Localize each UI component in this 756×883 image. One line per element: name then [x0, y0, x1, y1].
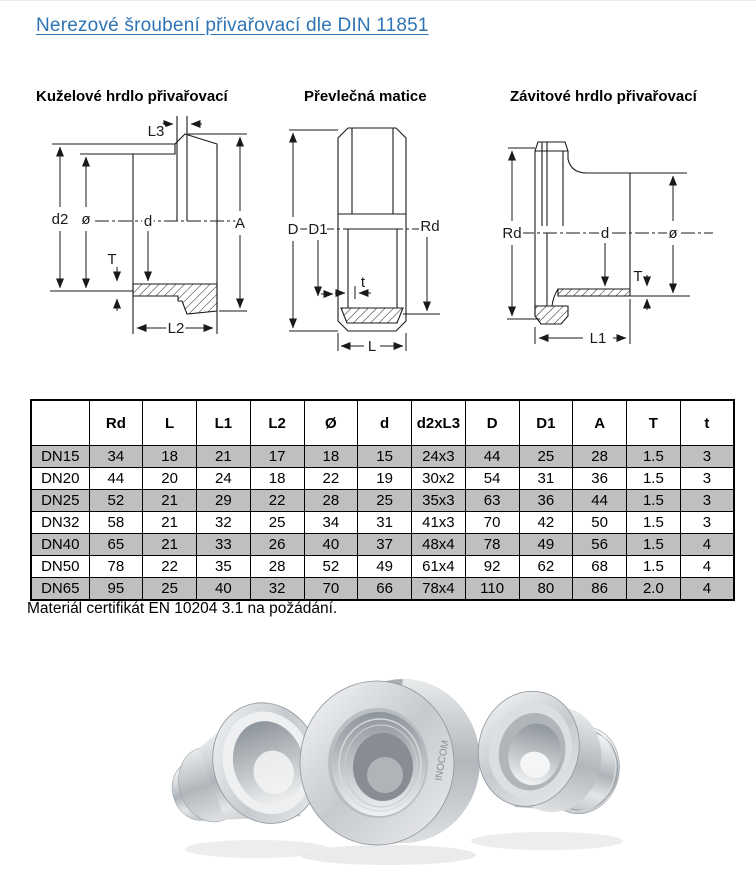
table-cell: 65 — [89, 534, 143, 556]
table-cell: 17 — [250, 446, 304, 468]
table-cell: 95 — [89, 578, 143, 601]
table-cell: 44 — [465, 446, 519, 468]
table-cell: 80 — [519, 578, 573, 601]
table-header-cell: d2xL3 — [412, 400, 466, 446]
table-cell: 70 — [304, 578, 358, 601]
dim-label-l1: L1 — [589, 330, 607, 347]
table-cell: 3 — [680, 446, 734, 468]
table-row — [31, 490, 734, 512]
table-cell: 33 — [197, 534, 251, 556]
table-cell: 4 — [680, 578, 734, 601]
dim-label-Rd: Rd — [502, 225, 522, 242]
table-header-cell: T — [627, 400, 681, 446]
table-cell: 78 — [465, 534, 519, 556]
dim-label-d: d — [143, 213, 153, 230]
table-cell: 68 — [573, 556, 627, 578]
table-cell: 20 — [143, 468, 197, 490]
table-head — [31, 400, 734, 446]
table-cell: 44 — [89, 468, 143, 490]
dim-label-D: D — [287, 221, 299, 238]
table-cell: 22 — [143, 556, 197, 578]
table-cell: 22 — [304, 468, 358, 490]
page-title[interactable]: Nerezové šroubení přivařovací dle DIN 11851 — [36, 15, 429, 36]
table-cell: 19 — [358, 468, 412, 490]
table-cell: 1.5 — [627, 490, 681, 512]
photo-threaded-liner — [466, 680, 634, 829]
table-header-row — [31, 400, 734, 446]
table-body — [31, 446, 734, 601]
table-cell: 26 — [250, 534, 304, 556]
table-cell: 3 — [680, 490, 734, 512]
table-cell: 24x3 — [412, 446, 466, 468]
heading-conical-liner: Kuželové hrdlo přivařovací — [36, 88, 228, 105]
table-header-cell: D — [465, 400, 519, 446]
row-name-cell: DN15 — [31, 446, 89, 468]
table-cell: 62 — [519, 556, 573, 578]
table-cell: 25 — [250, 512, 304, 534]
heading-union-nut: Převlečná matice — [304, 88, 427, 105]
table-cell: 15 — [358, 446, 412, 468]
table-header-cell: D1 — [519, 400, 573, 446]
table-cell: 32 — [250, 578, 304, 601]
row-name-cell: DN50 — [31, 556, 89, 578]
table-cell: 31 — [519, 468, 573, 490]
table-cell: 63 — [465, 490, 519, 512]
heading-threaded-liner: Závitové hrdlo přivařovací — [510, 88, 697, 105]
table-cell: 31 — [358, 512, 412, 534]
row-name-cell: DN32 — [31, 512, 89, 534]
table-row — [31, 446, 734, 468]
table-cell: 61x4 — [412, 556, 466, 578]
table-cell: 21 — [197, 446, 251, 468]
table-cell: 110 — [465, 578, 519, 601]
table-cell: 18 — [304, 446, 358, 468]
row-name-cell: DN25 — [31, 490, 89, 512]
table-header-cell: A — [573, 400, 627, 446]
dim-label-dia: ø — [668, 225, 678, 242]
product-photo — [115, 653, 645, 881]
table-cell: 21 — [143, 490, 197, 512]
table-row — [31, 512, 734, 534]
table-cell: 36 — [573, 468, 627, 490]
table-cell: 25 — [143, 578, 197, 601]
dim-label-dia: ø — [81, 211, 91, 228]
shadow — [300, 845, 476, 865]
table-cell: 40 — [197, 578, 251, 601]
table-cell: 1.5 — [627, 512, 681, 534]
table-cell: 48x4 — [412, 534, 466, 556]
table-cell: 18 — [250, 468, 304, 490]
dim-label-L: L — [367, 338, 377, 355]
row-name-cell: DN40 — [31, 534, 89, 556]
table-cell: 50 — [573, 512, 627, 534]
table-header-cell: t — [680, 400, 734, 446]
dim-label-d: d — [600, 225, 610, 242]
table-cell: 1.5 — [627, 556, 681, 578]
table-header-cell: L — [143, 400, 197, 446]
table-header-cell: L1 — [197, 400, 251, 446]
table-cell: 25 — [358, 490, 412, 512]
table-cell: 4 — [680, 534, 734, 556]
table-cell: 1.5 — [627, 468, 681, 490]
table-cell: 34 — [304, 512, 358, 534]
table-cell: 24 — [197, 468, 251, 490]
table-cell: 25 — [519, 446, 573, 468]
dimensions-table — [30, 399, 735, 601]
table-cell: 21 — [143, 534, 197, 556]
table-cell: 32 — [197, 512, 251, 534]
table-cell: 42 — [519, 512, 573, 534]
table-cell: 58 — [89, 512, 143, 534]
table-header-cell: Rd — [89, 400, 143, 446]
table-cell: 34 — [89, 446, 143, 468]
table-cell: 92 — [465, 556, 519, 578]
table-cell: 29 — [197, 490, 251, 512]
photo-union-nut — [300, 679, 480, 845]
table-cell: 54 — [465, 468, 519, 490]
table-cell: 1.5 — [627, 446, 681, 468]
table-cell: 52 — [304, 556, 358, 578]
material-note: Materiál certifikát EN 10204 3.1 na požádání. — [27, 600, 338, 617]
table-cell: 78x4 — [412, 578, 466, 601]
table-cell: 1.5 — [627, 534, 681, 556]
table-cell: 86 — [573, 578, 627, 601]
table-cell: 78 — [89, 556, 143, 578]
table-cell: 52 — [89, 490, 143, 512]
nut-engraving: INOCOM — [433, 739, 452, 782]
table-cell: 30x2 — [412, 468, 466, 490]
table-cell: 41x3 — [412, 512, 466, 534]
row-name-cell: DN20 — [31, 468, 89, 490]
table-header-cell: L2 — [250, 400, 304, 446]
table-cell: 28 — [573, 446, 627, 468]
dim-label-l2: L2 — [167, 320, 185, 337]
dim-label-t: T — [107, 251, 117, 268]
table-row — [31, 578, 734, 601]
table-header-cell: Ø — [304, 400, 358, 446]
dim-label-t: T — [633, 268, 643, 285]
table-cell: 21 — [143, 512, 197, 534]
table-cell: 3 — [680, 468, 734, 490]
table-cell: 3 — [680, 512, 734, 534]
dim-label-a: A — [234, 215, 246, 232]
table-cell: 28 — [304, 490, 358, 512]
dim-label-Rd: Rd — [420, 218, 440, 235]
table-cell: 56 — [573, 534, 627, 556]
dim-label-d2: d2 — [51, 211, 69, 228]
table-cell: 70 — [465, 512, 519, 534]
table-cell: 36 — [519, 490, 573, 512]
row-name-cell: DN65 — [31, 578, 89, 601]
dim-label-D1: D1 — [308, 221, 328, 238]
drawing-union-nut — [285, 111, 450, 361]
table-cell: 44 — [573, 490, 627, 512]
drawing-conical-liner — [35, 111, 250, 361]
table-cell: 49 — [358, 556, 412, 578]
table-cell: 49 — [519, 534, 573, 556]
table-cell: 35x3 — [412, 490, 466, 512]
table-cell: 66 — [358, 578, 412, 601]
dim-label-l3: L3 — [147, 123, 165, 140]
shadow — [471, 832, 623, 850]
table-cell: 4 — [680, 556, 734, 578]
table-row — [31, 534, 734, 556]
table-cell: 37 — [358, 534, 412, 556]
table-cell: 35 — [197, 556, 251, 578]
table-cell: 28 — [250, 556, 304, 578]
table-cell: 22 — [250, 490, 304, 512]
table-row — [31, 556, 734, 578]
dim-label-t: t — [360, 274, 366, 291]
table-cell: 40 — [304, 534, 358, 556]
table-header-cell — [31, 400, 89, 446]
table-cell: 18 — [143, 446, 197, 468]
drawing-threaded-liner — [495, 111, 725, 361]
table-cell: 2.0 — [627, 578, 681, 601]
table-row — [31, 468, 734, 490]
table-header-cell: d — [358, 400, 412, 446]
